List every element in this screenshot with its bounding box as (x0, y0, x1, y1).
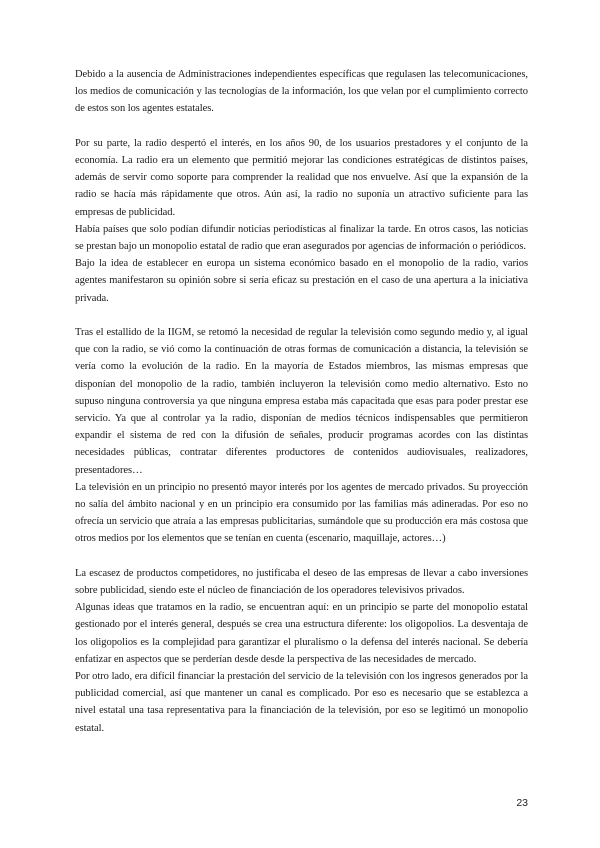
paragraph-oligopolies: Algunas ideas que tratamos en la radio, se encuentran aquí: en un principio se parte del monopolio estatal gestionado por el interés general, después se crea una estructura diferente: los oligopolios. La desventaja de los oligopolios es la complejidad para garantizar el pluralismo o la defensa del interés nacional. Se debería enfatizar en aspectos que se perderían desde desde la perspectiva de las necesidades de mercado. (75, 602, 528, 665)
paragraph-financing: Por otro lado, era difícil financiar la prestación del servicio de la televisión con los ingresos generados por la publicidad comercial, así que mantener un canal es complicado. Por eso es necesario que se establezca a nivel estatal una tasa representativa para la financiación de la televisión, por eso se legitimó un monopolio estatal. (75, 671, 528, 734)
page-body (75, 66, 528, 737)
page-number: 23 (516, 797, 528, 809)
paragraph-radio-europe: Bajo la idea de establecer en europa un sistema económico basado en el monopolio de la radio, varios agentes manifestaron su opinión sobre si sería eficaz su prestación en el caso de una apertura a la iniciativa privada. (75, 258, 528, 304)
paragraph-radio-news: Había países que solo podían difundir noticias periodísticas al finalizar la tarde. En otros casos, las noticias se prestan bajo un monopolio estatal de radio que eran asegurados por agencias de información o periódicos. (75, 223, 528, 253)
paragraph-television-iigm: Tras el estallido de la IIGM, se retomó la necesidad de regular la televisión como segundo medio y, al igual que con la radio, se vió como la continuación de otras formas de comunicación a distancia, la televisión se vería como la evolución de la radio. En la mayoría de Estados miembros, las mismas empresas que disponían del monopolio de la radio, también incluyeron la televisión como medio alternativo. Esto no supuso ninguna controversia ya que ninguna empresa estaba más capacitada que esas para poder prestar ese servicio. Ya que al controlar ya la radio, disponían de medios técnicos indispensables que permitieron expandir el sistema de red con la difusión de señales, producir programas acordes con las distintas necesidades públicas, contratar diferentes productores de contenidos audiovisuales, realizadores, presentadores… (75, 327, 528, 476)
paragraph-television-private: La televisión en un principio no presentó mayor interés por los agentes de mercado privados. Su proyección no salía del ámbito nacional y en un principio era consumido por las familias más adineradas. Por eso no ofrecía un servicio que atraía a las empresas publicitarias, sumándole que su producción era más costosa que otros medios por los elementos que se tenían en cuenta (escenario, maquillaje, actores…) (75, 481, 528, 545)
paragraph-spacer (75, 118, 528, 135)
paragraph-radio-interest: Por su parte, la radio despertó el interés, en los años 90, de los usuarios prestadores y el conjunto de la economía. La radio era un elemento que permitió mejorar las condiciones estratégicas de distintos países, además de servir como soporte para comprender la realidad que nos envuelve. Así que la expansión de la radio se hacía más rápidamente que otros. Aún así, la radio no suponía un atractivo suficiente para las empresas de publicidad. (75, 137, 528, 218)
paragraph-competitors: La escasez de productos competidores, no justificaba el deseo de las empresas de llevar a cabo inversiones sobre publicidad, siendo este el núcleo de financiación de los operadores televisivos privados. (75, 567, 528, 597)
paragraph-spacer (75, 307, 528, 324)
paragraph-spacer (75, 548, 528, 565)
paragraph-regulation-agents: Debido a la ausencia de Administraciones independientes específicas que regulasen las telecomunicaciones, los medios de comunicación y las tecnologías de la información, los que velan por el cumplimiento correcto de estos son los agentes estatales. (75, 69, 528, 115)
